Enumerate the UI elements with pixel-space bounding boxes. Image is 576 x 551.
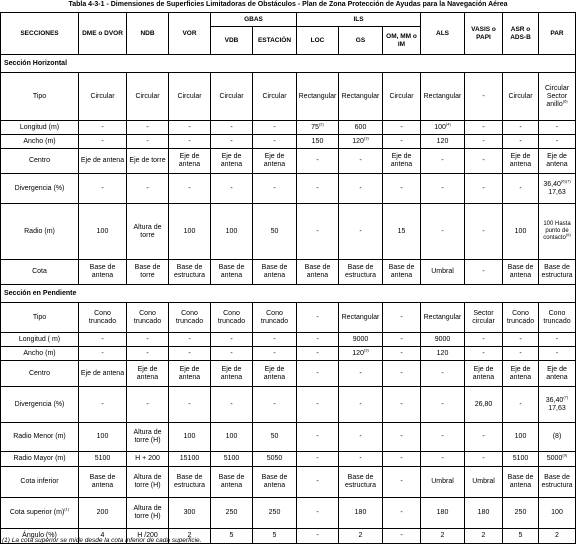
row-label: Longitud ( m)	[1, 333, 79, 347]
cell: Altura de torre (H)	[127, 423, 169, 452]
cell: Altura de torre (H)	[127, 467, 169, 498]
cell: -	[465, 135, 503, 149]
cell-text: Circular Sector anillo	[544, 84, 570, 108]
cell: -	[127, 333, 169, 347]
cell: Eje de torre	[127, 149, 169, 174]
header-ndb: NDB	[127, 13, 169, 55]
cell-text: 17,63	[548, 188, 566, 196]
cell: 2	[169, 529, 211, 544]
cell: -	[127, 387, 169, 423]
cell: Base de antena	[503, 467, 539, 498]
header-secciones: SECCIONES	[1, 13, 79, 55]
footnote-ref: (1)	[64, 506, 70, 512]
cell-text: 120	[352, 349, 364, 357]
row-label: Radio Menor (m)	[1, 423, 79, 452]
header-vor: VOR	[169, 13, 211, 55]
cell: Circular	[253, 73, 297, 121]
cell: H + 200	[127, 452, 169, 467]
cell: Cono truncado	[211, 303, 253, 333]
cell: Circular	[169, 73, 211, 121]
cell: Base de estructura	[339, 260, 383, 285]
cell: -	[503, 333, 539, 347]
cell: Base de antena	[211, 467, 253, 498]
cell: -	[421, 149, 465, 174]
table-row	[1, 303, 576, 333]
cell: -	[465, 149, 503, 174]
cell: Eje de antena	[503, 361, 539, 387]
cell: Base de estructura	[169, 467, 211, 498]
cell: Cono truncado	[539, 303, 576, 333]
cell: -	[297, 149, 339, 174]
row-label: Tipo	[1, 303, 79, 333]
cell: Base de estructura	[339, 467, 383, 498]
cell: -	[421, 204, 465, 260]
cell: Eje de antena	[211, 149, 253, 174]
cell	[539, 452, 576, 467]
cell	[297, 121, 339, 135]
header-par: PAR	[539, 13, 576, 55]
cell: 5	[211, 529, 253, 544]
cell: 2	[539, 529, 576, 544]
cell: 120	[421, 135, 465, 149]
row-label: Centro	[1, 361, 79, 387]
cell: -	[211, 387, 253, 423]
cell: -	[503, 387, 539, 423]
table-row	[1, 73, 576, 121]
cell	[421, 121, 465, 135]
table-row	[1, 361, 576, 387]
table-title: Tabla 4-3-1 - Dimensiones de Superficies Limitadoras de Obstáculos - Plan de Zona Protección de Ayudas para la Navegación Aérea	[68, 1, 508, 8]
cell	[339, 135, 383, 149]
cell-text: 17,63	[548, 404, 566, 412]
cell: 100	[211, 423, 253, 452]
cell-text: 100	[434, 123, 446, 131]
cell: Cono truncado	[503, 303, 539, 333]
cell: -	[383, 333, 421, 347]
row-label: Ángulo (%)	[1, 529, 79, 544]
header-vdb: VDB	[211, 27, 253, 55]
header-als: ALS	[421, 13, 465, 55]
cell	[539, 73, 576, 121]
row-label: Ancho (m)	[1, 135, 79, 149]
cell: 50	[253, 423, 297, 452]
cell: (8)	[539, 423, 576, 452]
cell: 2	[339, 529, 383, 544]
cell: Base de antena	[211, 260, 253, 285]
header-loc: LOC	[297, 27, 339, 55]
cell: -	[211, 135, 253, 149]
cell: Umbral	[421, 467, 465, 498]
cell-text: 120	[352, 137, 364, 145]
cell: Eje de antena	[253, 361, 297, 387]
cell-text: 5000	[546, 455, 563, 462]
cell: -	[383, 174, 421, 204]
cell: -	[383, 423, 421, 452]
cell: -	[253, 135, 297, 149]
cell: -	[383, 467, 421, 498]
header-ils: ILS	[297, 13, 421, 27]
cell: 9000	[339, 333, 383, 347]
cell: -	[297, 387, 339, 423]
cell: -	[383, 303, 421, 333]
cell: -	[421, 361, 465, 387]
cell-text: 36,40	[545, 396, 564, 404]
cell: 150	[297, 135, 339, 149]
cell: -	[383, 452, 421, 467]
row-label: Tipo	[1, 73, 79, 121]
cell: -	[465, 121, 503, 135]
cell: -	[421, 387, 465, 423]
cell: Circular	[383, 73, 421, 121]
cell: Eje de antena	[79, 149, 127, 174]
cell: -	[297, 333, 339, 347]
cell: -	[339, 149, 383, 174]
cell	[539, 204, 576, 260]
footnote-ref: (2)	[318, 121, 324, 127]
cell: Eje de antena	[383, 149, 421, 174]
cell: 9000	[421, 333, 465, 347]
cell: Altura de torre (H)	[127, 498, 169, 529]
cell: -	[79, 333, 127, 347]
row-label: Longitud (m)	[1, 121, 79, 135]
cell: -	[297, 204, 339, 260]
cell: Rectangular	[421, 303, 465, 333]
cell: -	[297, 498, 339, 529]
cell: -	[169, 347, 211, 361]
cell: -	[383, 135, 421, 149]
cell: Rectangular	[421, 73, 465, 121]
row-label: Radio Mayor (m)	[1, 452, 79, 467]
row-label: Cota inferior	[1, 467, 79, 498]
cell: -	[169, 135, 211, 149]
cell: Eje de antena	[169, 149, 211, 174]
cell: -	[339, 174, 383, 204]
table-row	[1, 121, 576, 135]
header-om: OM, MM o IM	[383, 27, 421, 55]
row-label: Centro	[1, 149, 79, 174]
cell: -	[465, 347, 503, 361]
section-horizontal-row	[1, 55, 576, 73]
cell: Rectangular	[297, 73, 339, 121]
cell: 100	[79, 423, 127, 452]
cell: -	[211, 174, 253, 204]
row-label	[1, 498, 79, 529]
cell: -	[339, 361, 383, 387]
cell: -	[79, 347, 127, 361]
cell: 2	[465, 529, 503, 544]
cell: Eje de antena	[127, 361, 169, 387]
cell: Altura de torre	[127, 204, 169, 260]
cell: -	[383, 529, 421, 544]
cell: 5	[503, 529, 539, 544]
cell: 250	[503, 498, 539, 529]
footnote-ref: (3)	[363, 135, 369, 141]
cell: -	[383, 121, 421, 135]
table-row	[1, 135, 576, 149]
cell: -	[339, 204, 383, 260]
cell: 250	[211, 498, 253, 529]
cell: -	[79, 174, 127, 204]
cell: 100	[169, 204, 211, 260]
header-asr: ASR o ADS-B	[503, 13, 539, 55]
cell: Base de antena	[297, 260, 339, 285]
cell	[539, 387, 576, 423]
cell: Base de estructura	[539, 467, 576, 498]
row-label: Divergencia (%)	[1, 387, 79, 423]
footnote-ref: (6)	[565, 232, 571, 237]
cell: Eje de antena	[539, 149, 576, 174]
cell: 300	[169, 498, 211, 529]
cell: Base de estructura	[539, 260, 576, 285]
cell: 180	[339, 498, 383, 529]
cell: Base de torre	[127, 260, 169, 285]
cell: -	[253, 333, 297, 347]
cell: 5100	[211, 452, 253, 467]
cell: -	[127, 135, 169, 149]
section-horizontal-label: Sección Horizontal	[1, 55, 576, 73]
cell: -	[539, 135, 576, 149]
cell: -	[383, 387, 421, 423]
footnote-ref: (6)	[562, 98, 568, 104]
footnote-ref: (6)(7)	[560, 178, 571, 184]
cell: -	[465, 73, 503, 121]
cell: Base de antena	[79, 260, 127, 285]
cell: -	[339, 452, 383, 467]
cell: Eje de antena	[465, 361, 503, 387]
cell: 100	[79, 204, 127, 260]
header-estacion: ESTACIÓN	[253, 27, 297, 55]
cell: -	[297, 361, 339, 387]
cell: -	[253, 387, 297, 423]
cell: -	[503, 174, 539, 204]
cell: 100	[539, 498, 576, 529]
cell: -	[169, 333, 211, 347]
cell: 50	[253, 204, 297, 260]
cell: -	[297, 467, 339, 498]
table-row	[1, 204, 576, 260]
cell: 100	[503, 423, 539, 452]
table-row	[1, 333, 576, 347]
cell	[539, 174, 576, 204]
cell-text: 75	[311, 123, 319, 131]
cell: Umbral	[421, 260, 465, 285]
cell: H /200	[127, 529, 169, 544]
cell: Cono truncado	[79, 303, 127, 333]
header-gs: GS	[339, 27, 383, 55]
cell: -	[211, 121, 253, 135]
table-row	[1, 423, 576, 452]
cell: Circular	[127, 73, 169, 121]
cell: -	[211, 333, 253, 347]
cell: -	[79, 135, 127, 149]
cell: Base de estructura	[169, 260, 211, 285]
cell: -	[421, 423, 465, 452]
row-label-text: Cota superior (m)	[9, 509, 65, 516]
cell: -	[421, 452, 465, 467]
cell: 26,80	[465, 387, 503, 423]
cell: -	[383, 361, 421, 387]
cell: -	[465, 333, 503, 347]
obstacle-surfaces-table	[0, 12, 576, 544]
cell: -	[383, 347, 421, 361]
cell: Rectangular	[339, 303, 383, 333]
table-row	[1, 347, 576, 361]
cell: Eje de antena	[79, 361, 127, 387]
cell: -	[79, 387, 127, 423]
footnote-ref: (3)	[363, 347, 369, 353]
row-label: Ancho (m)	[1, 347, 79, 361]
cell: Eje de antena	[253, 149, 297, 174]
header-vasis: VASIS o PAPI	[465, 13, 503, 55]
cell: -	[465, 260, 503, 285]
cell: 180	[421, 498, 465, 529]
cell: -	[465, 423, 503, 452]
cell: -	[297, 529, 339, 544]
cell: Base de antena	[503, 260, 539, 285]
cell: Circular	[211, 73, 253, 121]
cell: 5100	[503, 452, 539, 467]
cell: -	[465, 204, 503, 260]
cell: 5100	[79, 452, 127, 467]
cell: Umbral	[465, 467, 503, 498]
table-row	[1, 498, 576, 529]
cell: Eje de antena	[169, 361, 211, 387]
cell: 15	[383, 204, 421, 260]
cell: -	[297, 423, 339, 452]
cell: -	[465, 452, 503, 467]
cell: Base de antena	[383, 260, 421, 285]
cell: -	[539, 347, 576, 361]
footnote-ref: (7)	[563, 394, 569, 400]
cell: -	[211, 347, 253, 361]
table-row	[1, 467, 576, 498]
row-label: Radio (m)	[1, 204, 79, 260]
cell-text: 36,40	[543, 180, 561, 188]
header-row-1	[1, 13, 576, 27]
cell: -	[297, 174, 339, 204]
cell: 180	[465, 498, 503, 529]
cell: Eje de antena	[539, 361, 576, 387]
table-row	[1, 149, 576, 174]
cell: Base de antena	[253, 467, 297, 498]
cell: Base de antena	[253, 260, 297, 285]
cell: Eje de antena	[503, 149, 539, 174]
cell: 100	[169, 423, 211, 452]
cell: 100	[211, 204, 253, 260]
footnote-ref: (4)	[445, 121, 451, 127]
footnote-ref: (9)	[562, 452, 568, 458]
cell: -	[539, 121, 576, 135]
cell: -	[503, 121, 539, 135]
table-row	[1, 174, 576, 204]
cell: 2	[421, 529, 465, 544]
cell: -	[297, 303, 339, 333]
cell: -	[297, 452, 339, 467]
section-pendiente-row	[1, 285, 576, 303]
cell: 250	[253, 498, 297, 529]
section-pendiente-label: Sección en Pendiente	[1, 285, 576, 303]
cell: -	[253, 121, 297, 135]
cell: Rectangular	[339, 73, 383, 121]
cell: Base de antena	[79, 467, 127, 498]
row-label: Divergencia (%)	[1, 174, 79, 204]
cell: Cono truncado	[127, 303, 169, 333]
table-row	[1, 387, 576, 423]
cell: -	[465, 174, 503, 204]
cell	[339, 347, 383, 361]
cell: Circular	[79, 73, 127, 121]
cell: -	[339, 423, 383, 452]
cell: -	[503, 135, 539, 149]
cell: -	[79, 121, 127, 135]
cell: -	[127, 174, 169, 204]
table-row	[1, 260, 576, 285]
cell: 4	[79, 529, 127, 544]
cell: -	[253, 174, 297, 204]
cell: -	[169, 387, 211, 423]
cell: -	[127, 347, 169, 361]
cell: 200	[79, 498, 127, 529]
cell: 100	[503, 204, 539, 260]
cell: -	[169, 174, 211, 204]
header-dme: DME o DVOR	[79, 13, 127, 55]
cell: -	[297, 347, 339, 361]
cell: 15100	[169, 452, 211, 467]
cell-text: 100 Hasta punto de contacto	[543, 221, 571, 241]
cell: -	[339, 387, 383, 423]
cell: Cono truncado	[253, 303, 297, 333]
cell: -	[383, 498, 421, 529]
cell: Eje de antena	[211, 361, 253, 387]
cell: 120	[421, 347, 465, 361]
cell: -	[253, 347, 297, 361]
cell: 5	[253, 529, 297, 544]
cell: -	[169, 121, 211, 135]
cell: Sector circular	[465, 303, 503, 333]
row-label: Cota	[1, 260, 79, 285]
cell: 5050	[253, 452, 297, 467]
header-gbas: GBAS	[211, 13, 297, 27]
cell: Cono truncado	[169, 303, 211, 333]
footnote: (1) La cota superior se mide desde la cota inferior de cada superficie.	[2, 537, 202, 544]
cell: Circular	[503, 73, 539, 121]
cell: -	[503, 347, 539, 361]
table-row	[1, 452, 576, 467]
cell: 600	[339, 121, 383, 135]
cell: -	[539, 333, 576, 347]
cell: -	[421, 174, 465, 204]
cell: -	[127, 121, 169, 135]
